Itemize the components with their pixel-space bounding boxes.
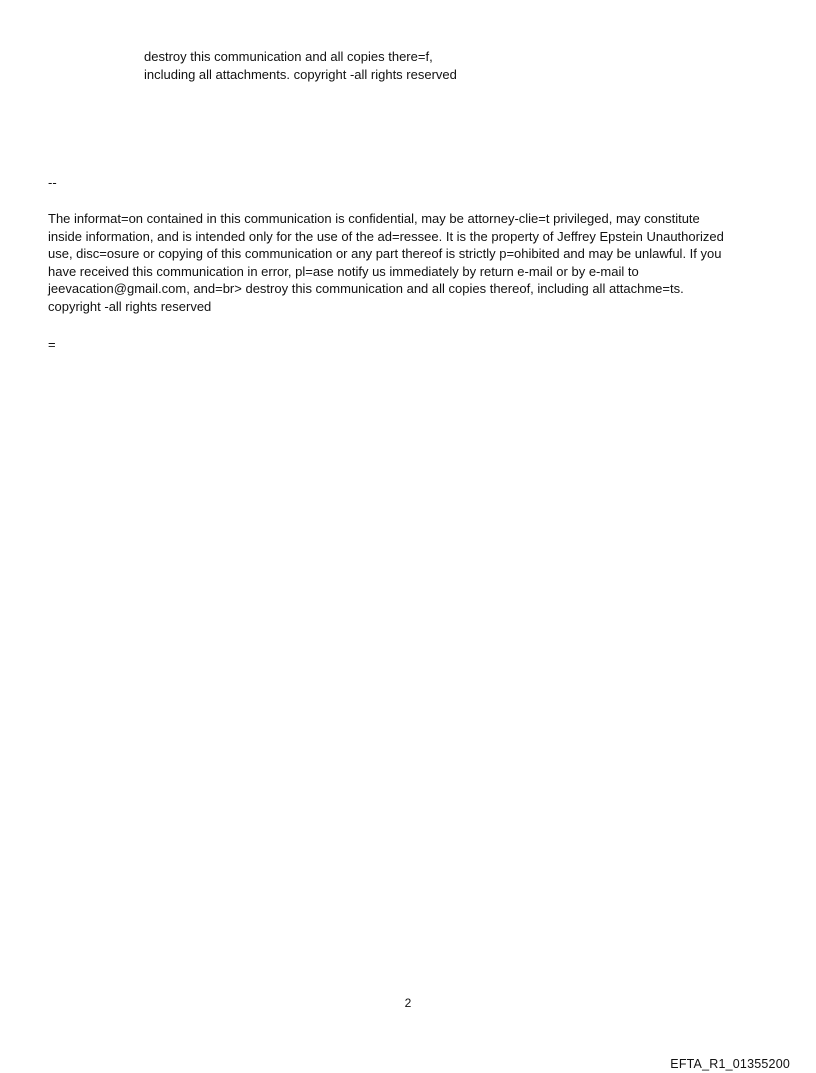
disclaimer-line: inside information, and is intended only for the use of the ad=ressee. It is the property of Jeffrey Epstein Unauthorized bbox=[48, 228, 724, 244]
disclaimer-line: jeevacation@gmail.com, and=br> destroy this communication and all copies thereof, including all attachme=ts. bbox=[48, 281, 684, 296]
quoted-line: destroy this communication and all copies there=f, bbox=[144, 49, 433, 64]
disclaimer-line: use, disc=osure or copying of this communication or any part thereof is strictly p=ohibited and may be unlawful. If you bbox=[48, 246, 722, 261]
page-number: 2 bbox=[404, 996, 412, 1010]
disclaimer-line: copyright -all rights reserved bbox=[48, 298, 212, 314]
quoted-line: including all attachments. copyright -all rights reserved bbox=[144, 67, 457, 82]
trailing-equals-sign: = bbox=[48, 337, 56, 352]
quoted-disclaimer-fragment bbox=[144, 48, 704, 84]
disclaimer-line: The informat=on contained in this communication is confidential, may be attorney-clie=t privileged, may constitute bbox=[48, 211, 700, 226]
signature-separator: -- bbox=[48, 175, 57, 190]
disclaimer-line: have received this communication in error, pl=ase notify us immediately by return e-mail or by e-mail to bbox=[48, 263, 639, 279]
document-id-stamp: EFTA_R1_01355200 bbox=[670, 1057, 790, 1071]
confidentiality-disclaimer bbox=[48, 210, 768, 315]
